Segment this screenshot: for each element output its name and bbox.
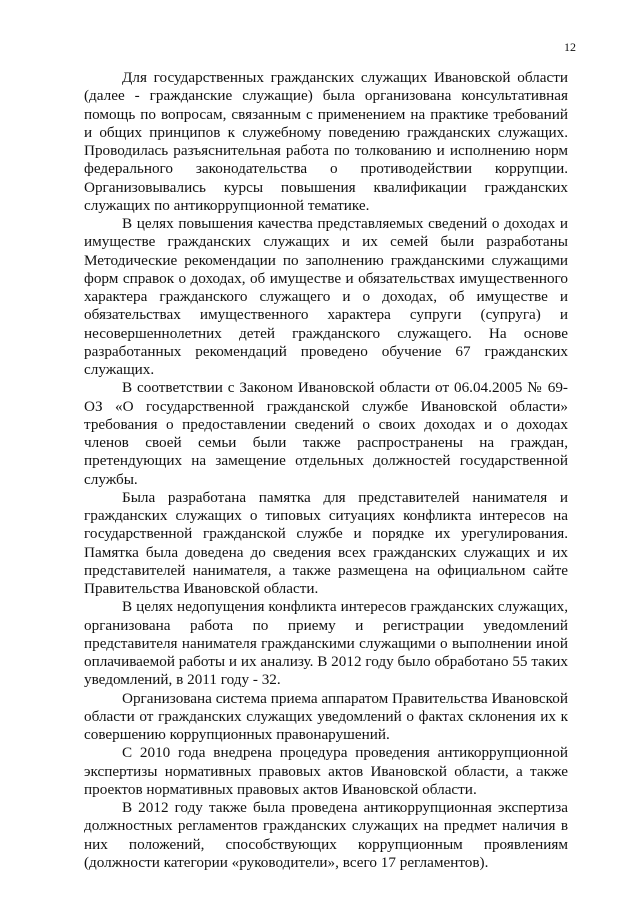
paragraph-regional-law: В соответствии с Законом Ивановской области от 06.04.2005 № 69-ОЗ «О государственной гражданской службе Ивановской области» требования о предоставлении сведений о своих доходах и о доходах членов своей семьи были также распространены на граждан, претендующих на замещение отдельных должностей государственной службы. [84, 379, 568, 488]
paragraph-regulations-expertise: В 2012 году также была проведена антикоррупционная экспертиза должностных регламентов гражданских служащих на предмет наличия в них положений, способствующих коррупционным проявлениям (должности категории «руководители», всего 17 регламентов). [84, 799, 568, 871]
paragraph-reporting-system: Организована система приема аппаратом Правительства Ивановской области от гражданских служащих уведомлений о фактах склонения их к совершению коррупционных правонарушений. [84, 689, 568, 743]
page-number: 12 [564, 40, 576, 54]
document-body [84, 69, 568, 872]
paragraph-consultations: Для государственных гражданских служащих Ивановской области (далее - гражданские служащие) была организована консультативная помощь по вопросам, связанным с применением на практике требований и общих принципов к служебному поведению гражданских служащих. Проводилась разъяснительная работа по толкованию и исполнению норм федерального законодательства о противодействии коррупции. Организовывались курсы повышения квалификации гражданских служащих по антикоррупционной тематике. [84, 69, 568, 214]
paragraph-methodical-recommendations: В целях повышения качества представляемых сведений о доходах и имуществе гражданских служащих и их семей были разработаны Методические рекомендации по заполнению гражданскими служащими форм справок о доходах, об имуществе и обязательствах имущественного характера гражданского служащего и о доходах, об имуществе и обязательствах имущественного характера супруги (супруга) и несовершеннолетних детей гражданского служащего. На основе разработанных рекомендаций проведено обучение 67 гражданских служащих. [84, 215, 568, 378]
paragraph-conflict-memo: Была разработана памятка для представителей нанимателя и гражданских служащих о типовых ситуациях конфликта интересов на государственной гражданской службе и порядке их урегулирования. Памятка была доведена до сведения всех гражданских служащих и их представителей нанимателя, а также размещена на официальном сайте Правительства Ивановской области. [84, 488, 568, 597]
paragraph-notifications: В целях недопущения конфликта интересов гражданских служащих, организована работа по приему и регистрации уведомлений представителя нанимателя гражданскими служащими о выполнении иной оплачиваемой работы и их анализу. В 2012 году было обработано 55 таких уведомлений, в 2011 году - 32. [84, 598, 568, 689]
paragraph-expertise-procedure: С 2010 года внедрена процедура проведения антикоррупционной экспертизы нормативных правовых актов Ивановской области, а также проектов нормативных правовых актов Ивановской области. [84, 744, 568, 798]
